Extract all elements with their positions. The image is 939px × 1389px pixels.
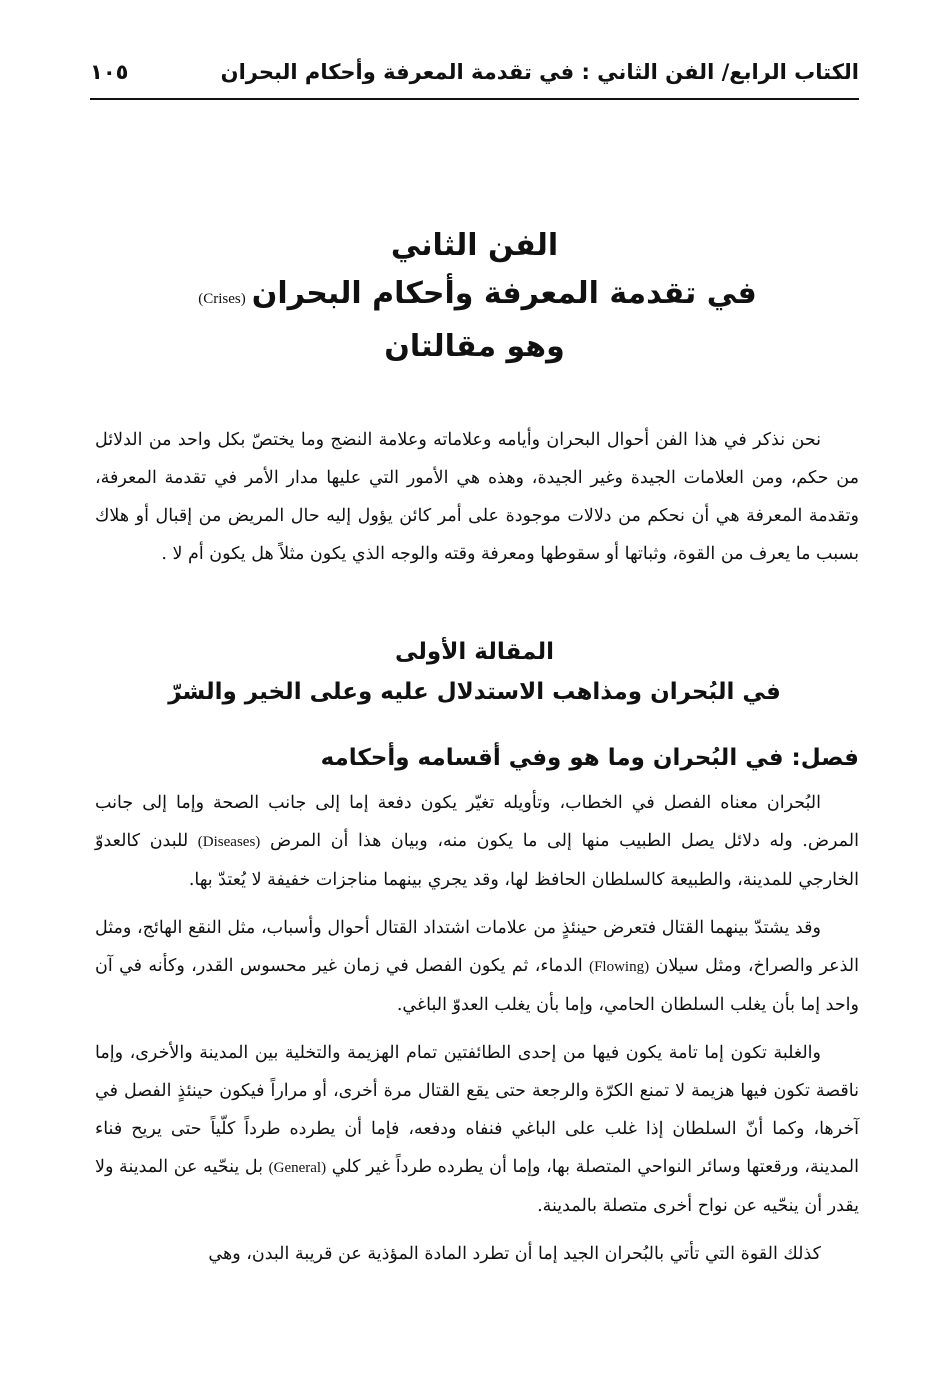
part-title-line-3: وهو مقالتان	[384, 329, 565, 364]
paragraph-2	[95, 909, 859, 1024]
paragraph-4: كذلك القوة التي تأتي بالبُحران الجيد إما أن تطرد المادة المؤذية عن قريبة البدن، وهي	[208, 1244, 821, 1264]
part-title-line-1: الفن الثاني	[390, 228, 559, 263]
page-header	[90, 58, 859, 100]
paragraph-3-part-a: والغلبة تكون إما تامة يكون فيها من إحدى الطائفتين تمام الهزيمة والتخلية بين المدينة والأخرى، وإما ناقصة تكون فيها هزيمة لا تمنع الكرّة والرجعة حتى يقع القتال مرة أخرى، أو مراراً فيكون حينئذٍ الفصل في آخرها، وكما أنّ السلطان إذا غلب على الباغي فنفاه ودفعه، فإما أن يطرده طرداً كلّياً حتى يريح فناء المدينة، ورقعتها وسائر النواحي المتصلة بها، وإما أن يطرده طرداً غير كلي	[95, 1043, 859, 1177]
paragraph-3	[95, 1034, 859, 1225]
part-title-line-2-text: في تقدمة المعرفة وأحكام البحران	[251, 276, 757, 311]
chapter-body	[95, 784, 859, 1273]
paragraph-3-part-b: بل ينحّيه عن المدينة ولا يقدر أن ينحّيه عن نواح أخرى متصلة بالمدينة.	[95, 1157, 859, 1216]
section-heading	[90, 632, 859, 712]
paragraph-1-part-a: البُحران معناه الفصل في الخطاب، وتأويله تغيّر يكون دفعة إما إلى جانب الصحة وإما إلى جانب المرض. وله دلائل يصل الطبيب منها إلى ما يكون منه، وبيان هذا أن المرض	[95, 793, 859, 851]
part-title-line-2	[90, 270, 859, 323]
part-title-latin-term: (Crises)	[198, 291, 246, 307]
section-heading-line-2: في البُحران ومذاهب الاستدلال عليه وعلى الخير والشرّ	[168, 679, 781, 705]
paragraph-3-latin-term: (General)	[268, 1160, 327, 1176]
running-head: الكتاب الرابع/ الفن الثاني : في تقدمة المعرفة وأحكام البحران	[220, 60, 859, 84]
section-heading-line-1: المقالة الأولى	[395, 639, 554, 665]
paragraph-1-part-b: للبدن كالعدوّ الخارجي للمدينة، والطبيعة كالسلطان الحافظ لها، وقد يجري بينهما مناجزات خفيفة لا يُعتدّ بها.	[95, 831, 859, 890]
page-number: ١٠٥	[90, 60, 129, 84]
paragraph-1-latin-term: (Diseases)	[197, 834, 261, 850]
chapter-heading: فصل: في البُحران وما هو وفي أقسامه وأحكامه	[320, 745, 859, 771]
paragraph-2-part-a: وقد يشتدّ بينهما القتال فتعرض حينئذٍ من علامات اشتداد القتال أحوال وأسباب، مثل النقع الهائج، ومثل الذعر والصراخ، ومثل سيلان	[95, 918, 859, 976]
intro-section	[95, 421, 859, 573]
paragraph-2-latin-term: (Flowing)	[589, 959, 650, 975]
intro-paragraph: نحن نذكر في هذا الفن أحوال البحران وأيامه وعلاماته وعلامة النضج وما يختصّ بكل واحد من الدلائل من حكم، ومن العلامات الجيدة وغير الجيدة، وهذه هي الأمور التي عليها مدار الأمر في تقدمة المعرفة، وتقدمة المعرفة هي أن نحكم من دلالات موجودة على أمر كائن يؤول إليه حال المريض من إقبال أو هلاك بسبب ما يعرف من القوة، وثباتها أو سقوطها ومعرفة وقته والوجه الذي يكون مثلاً هل يكون أم لا .	[95, 430, 859, 564]
part-title	[90, 222, 859, 371]
paragraph-2-part-b: الدماء، ثم يكون الفصل في زمان غير محسوس القدر، وكأنه في آن واحد إما بأن يغلب السلطان الحامي، وإما بأن يغلب العدوّ الباغي.	[95, 956, 859, 1015]
paragraph-1	[95, 784, 859, 899]
